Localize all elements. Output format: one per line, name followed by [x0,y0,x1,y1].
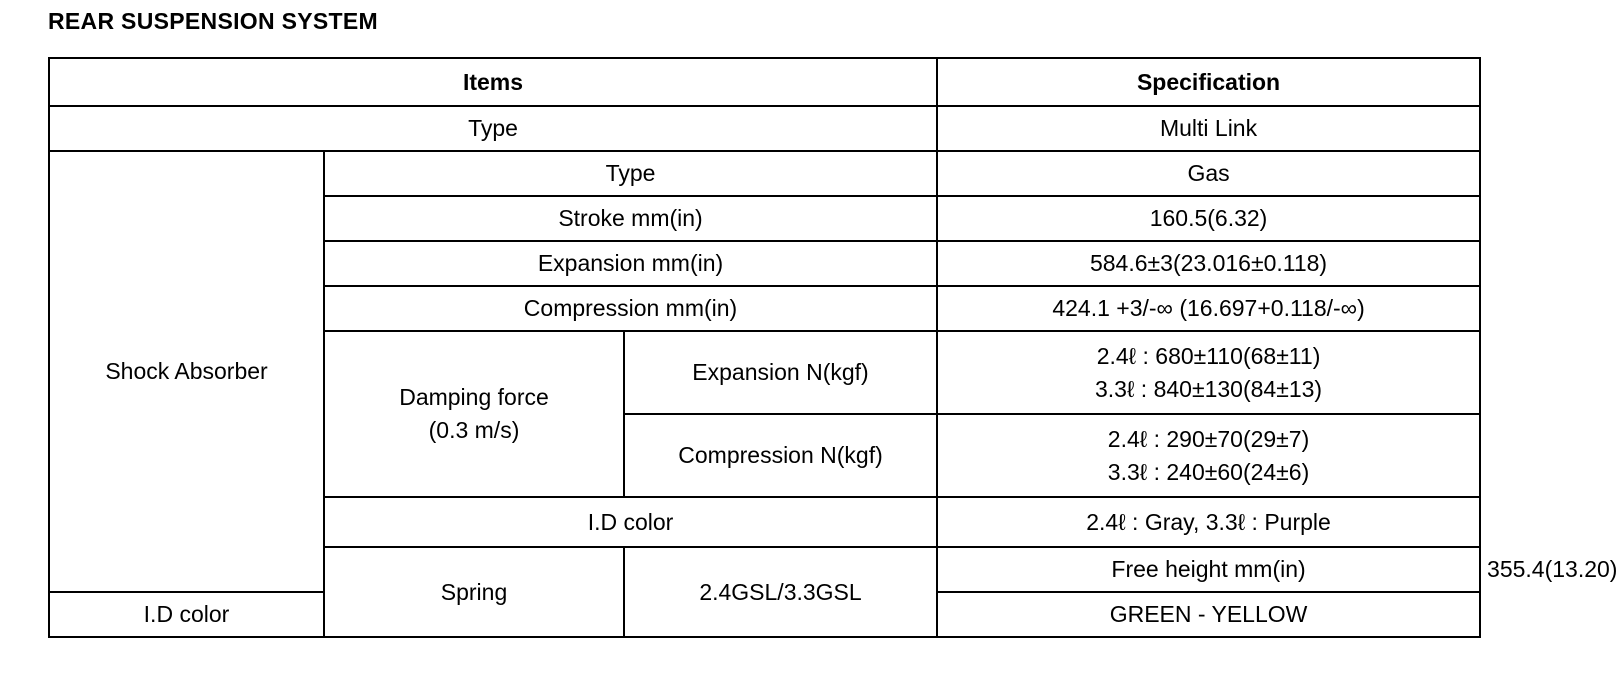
type-label: Type [49,106,937,151]
damping-expansion-value-line1: 2.4ℓ : 680±110(68±11) [1096,342,1321,369]
table-header-row [49,58,1480,106]
damping-force-label [324,331,624,497]
free-height-label: Free height mm(in) [937,547,1480,592]
damping-expansion-label: Expansion N(kgf) [624,331,937,414]
damping-compression-value-line1: 2.4ℓ : 290±70(29±7) [1107,425,1310,452]
stroke-label: Stroke mm(in) [324,196,937,241]
table-row [49,106,1480,151]
expansion-value: 584.6±3(23.016±0.118) [937,241,1480,286]
table-row [49,151,1480,196]
damping-expansion-value-line2: 3.3ℓ : 840±130(84±13) [1095,375,1323,402]
spring-label: Spring [324,547,624,637]
damping-force-label-line2: (0.3 m/s) [428,417,520,443]
compression-value: 424.1 +3/-∞ (16.697+0.118/-∞) [937,286,1480,331]
expansion-label: Expansion mm(in) [324,241,937,286]
shock-type-label: Type [324,151,937,196]
shock-absorber-label: Shock Absorber [49,151,324,592]
damping-expansion-value [937,331,1480,414]
page-title: REAR SUSPENSION SYSTEM [48,8,378,34]
stroke-value: 160.5(6.32) [937,196,1480,241]
header-specification: Specification [937,58,1480,106]
damping-compression-value [937,414,1480,497]
spring-model: 2.4GSL/3.3GSL [624,547,937,637]
type-value: Multi Link [937,106,1480,151]
damping-compression-value-line2: 3.3ℓ : 240±60(24±6) [1107,458,1310,485]
header-items: Items [49,58,937,106]
spring-id-color-value: GREEN - YELLOW [937,592,1480,637]
spring-id-color-label: I.D color [49,592,324,637]
shock-id-color-label: I.D color [324,497,937,547]
compression-label: Compression mm(in) [324,286,937,331]
shock-id-color-value: 2.4ℓ : Gray, 3.3ℓ : Purple [937,497,1480,547]
shock-type-value: Gas [937,151,1480,196]
damping-force-label-line1: Damping force [399,384,549,410]
table-row: Spring 2.4GSL/3.3GSL Free height mm(in) 355.4(13.20) [49,547,1480,592]
spec-table [48,57,1617,638]
damping-compression-label: Compression N(kgf) [624,414,937,497]
